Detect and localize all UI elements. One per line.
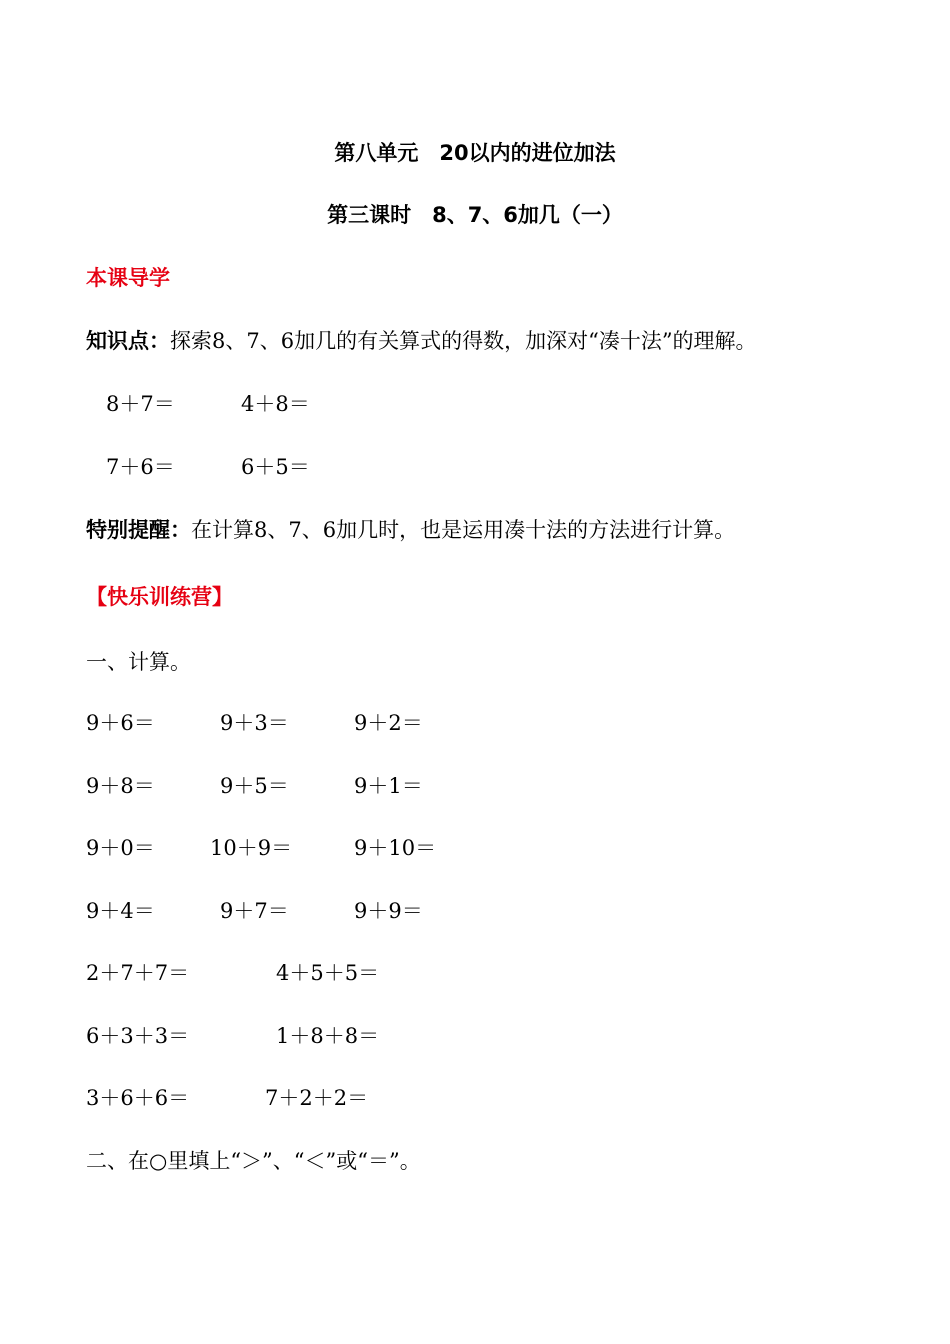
practice-heading: 【快乐训练营】 — [86, 585, 233, 609]
knowledge-point — [86, 327, 757, 355]
calc-item: 9＋1＝ — [354, 774, 423, 798]
lesson-title: 第三课时 8、7、6加几（一） — [327, 203, 623, 227]
calc-item: 9＋4＝ — [86, 899, 155, 923]
example-equation: 7＋6＝ — [106, 455, 175, 479]
calc-item: 2＋7＋7＝ — [86, 961, 190, 985]
example-equation: 4＋8＝ — [241, 392, 310, 416]
reminder-text: 在计算8、7、6加几时，也是运用凑十法的方法进行计算。 — [191, 518, 736, 542]
calc-item: 9＋3＝ — [220, 711, 289, 735]
knowledge-label: 知识点： — [86, 329, 170, 353]
calc-item: 10＋9＝ — [210, 836, 293, 860]
knowledge-text: 探索8、7、6加几的有关算式的得数，加深对“凑十法”的理解。 — [170, 329, 757, 353]
question-1-title: 一、计算。 — [86, 650, 191, 674]
calc-item: 9＋6＝ — [86, 711, 155, 735]
calc-item: 9＋8＝ — [86, 774, 155, 798]
calc-item: 3＋6＋6＝ — [86, 1086, 190, 1110]
calc-item: 9＋5＝ — [220, 774, 289, 798]
guide-heading: 本课导学 — [86, 266, 170, 290]
example-equation: 8＋7＝ — [106, 392, 175, 416]
calc-item: 9＋7＝ — [220, 899, 289, 923]
calc-item: 1＋8＋8＝ — [276, 1024, 380, 1048]
calc-item: 4＋5＋5＝ — [276, 961, 380, 985]
special-reminder — [86, 516, 735, 544]
calc-item: 9＋0＝ — [86, 836, 155, 860]
calc-item: 9＋10＝ — [354, 836, 437, 860]
question-2-title: 二、在○里填上“＞”、“＜”或“＝”。 — [86, 1149, 421, 1173]
unit-title: 第八单元 20以内的进位加法 — [334, 141, 616, 165]
calc-item: 6＋3＋3＝ — [86, 1024, 190, 1048]
calc-item: 9＋9＝ — [354, 899, 423, 923]
reminder-label: 特别提醒： — [86, 518, 191, 542]
example-equation: 6＋5＝ — [241, 455, 310, 479]
calc-item: 7＋2＋2＝ — [265, 1086, 369, 1110]
calc-item: 9＋2＝ — [354, 711, 423, 735]
